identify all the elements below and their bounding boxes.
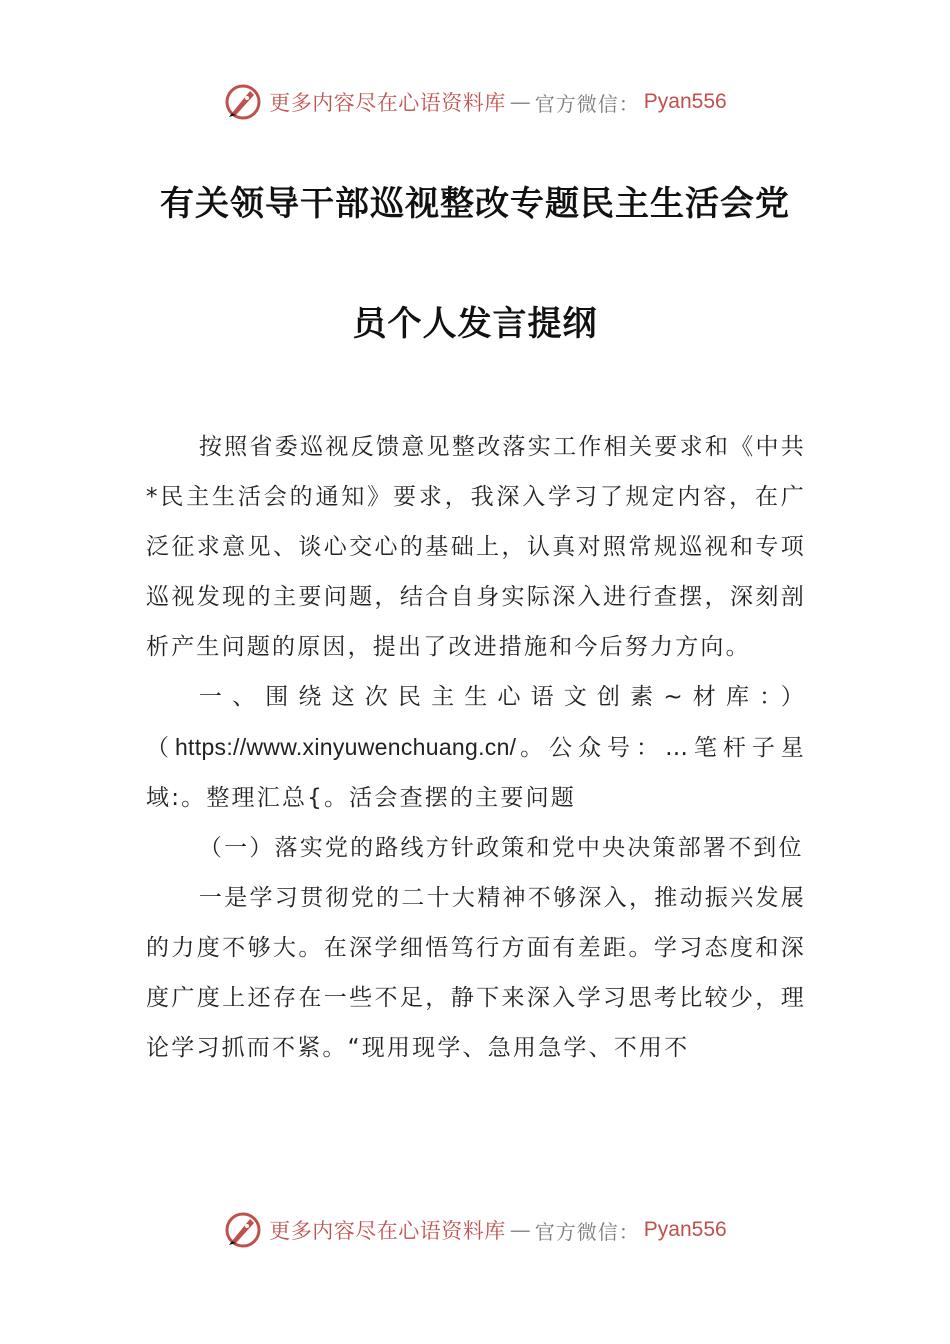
intro-paragraph: 按照省委巡视反馈意见整改落实工作相关要求和《中共*民主生活会的通知》要求，我深入学习了规定内容，在广泛征求意见、谈心交心的基础上，认真对照常规巡视和专项巡视发现的主要问题，结合自身实际深入进行查摆，深刻剖析产生问题的原因，提出了改进措施和今后努力方向。 xyxy=(146,434,806,660)
banner-wechat-id: Pyan556 xyxy=(643,90,727,113)
point-1-paragraph: 一是学习贯彻党的二十大精神不够深入，推动振兴发展的力度不够大。在深学细悟笃行方面有差距。学习态度和深度广度上还存在一些不足，静下来深入学习思考比较少，理论学习抓而不紧。“现用现学、急用急学、不用不 xyxy=(146,885,806,1061)
banner-dash: — xyxy=(509,1218,531,1242)
source-url-link[interactable]: https://www.xinyuwenchuang.cn/ xyxy=(174,734,517,760)
section-1-suffix: 。公众号：…笔杆子星域:。整理汇总{。活会查摆的主要问题 xyxy=(146,735,807,811)
pen-nib-logo-icon xyxy=(223,82,263,122)
banner-dash: — xyxy=(509,90,531,114)
section-1-heading xyxy=(146,672,806,823)
banner-text: 更多内容尽在心语资料库 xyxy=(269,1219,506,1243)
pen-nib-logo-icon xyxy=(223,1210,263,1250)
banner-text: 更多内容尽在心语资料库 xyxy=(269,91,506,115)
banner-wechat-label: 官方微信： xyxy=(534,1219,640,1244)
banner-wechat-id: Pyan556 xyxy=(643,1218,727,1241)
document-body xyxy=(146,422,806,1073)
document-title-line-2: 员个人发言提纲 xyxy=(352,304,598,344)
footer-watermark-banner xyxy=(0,1208,950,1252)
header-watermark-banner xyxy=(0,80,950,124)
subsection-1-heading: （一）落实党的路线方针政策和党中央决策部署不到位 xyxy=(198,835,804,861)
section-1-prefix: 一、围绕这次民主生心语文创素~材库：）（ xyxy=(146,684,806,761)
document-title-line-1: 有关领导干部巡视整改专题民主生活会党 xyxy=(160,184,790,224)
banner-wechat-label: 官方微信： xyxy=(534,91,640,116)
